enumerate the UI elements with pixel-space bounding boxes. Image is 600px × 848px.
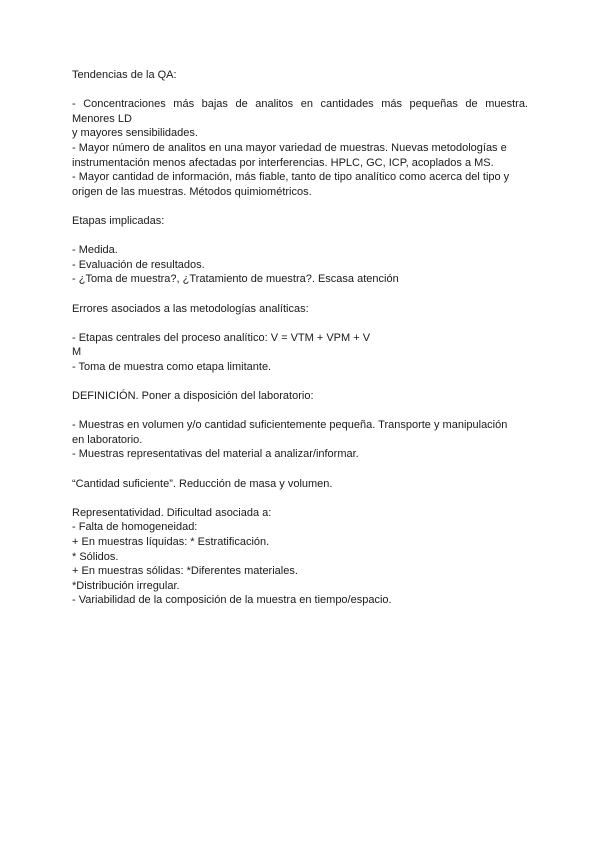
text-line: - Mayor cantidad de información, más fiable, tanto de tipo analítico como acerca del tipo y	[72, 171, 510, 184]
paragraph-cantidad	[72, 477, 528, 492]
text-line: “Cantidad suficiente”. Reducción de masa y volumen.	[72, 477, 333, 490]
text-line: DEFINICIÓN. Poner a disposición del laboratorio:	[72, 390, 314, 403]
heading-tendencias	[72, 68, 528, 83]
paragraph-gap	[72, 287, 528, 302]
heading-etapas	[72, 214, 528, 229]
text-line: - Falta de homogeneidad:	[72, 521, 198, 534]
text-line: y mayores sensibilidades.	[72, 127, 198, 140]
text-line: - Toma de muestra como etapa limitante.	[72, 360, 272, 373]
text-line: Representatividad. Dificultad asociada a:	[72, 506, 272, 519]
document-page	[72, 68, 528, 608]
text-line: Menores LD	[72, 112, 132, 125]
text-line: Etapas implicadas:	[72, 214, 165, 227]
text-line: - Muestras en volumen y/o cantidad suficientemente pequeña. Transporte y manipulación	[72, 419, 508, 432]
paragraph-gap	[72, 316, 528, 331]
text-line: - ¿Toma de muestra?, ¿Tratamiento de muestra?. Escasa atención	[72, 273, 399, 286]
text-line: en laboratorio.	[72, 433, 143, 446]
paragraph-etapas	[72, 243, 528, 287]
text-line: - Variabilidad de la composición de la muestra en tiempo/espacio.	[72, 594, 392, 607]
text-line: + En muestras líquidas: * Estratificación.	[72, 536, 270, 548]
paragraph-representatividad	[72, 506, 528, 608]
heading-definicion	[72, 389, 528, 404]
heading-errores	[72, 302, 528, 317]
text-line: * Sólidos.	[72, 550, 119, 563]
paragraph-gap	[72, 229, 528, 244]
paragraph-definicion	[72, 418, 528, 462]
text-line: - Muestras representativas del material a analizar/informar.	[72, 448, 359, 461]
text-line: + En muestras sólidas: *Diferentes materiales.	[72, 565, 298, 578]
paragraph-gap	[72, 404, 528, 419]
paragraph-gap	[72, 374, 528, 389]
text-line: origen de las muestras. Métodos quimiométricos.	[72, 185, 312, 198]
paragraph-gap	[72, 491, 528, 506]
text-line: M	[72, 346, 82, 359]
paragraph-errores	[72, 331, 528, 375]
text-line: Errores asociados a las metodologías analíticas:	[72, 302, 309, 315]
text-line: - Evaluación de resultados.	[72, 258, 205, 271]
text-line: - Medida.	[72, 244, 118, 257]
text-line: - Mayor número de analitos en una mayor variedad de muestras. Nuevas metodologías e	[72, 141, 507, 154]
text-line: - Etapas centrales del proceso analítico: V = VTM + VPM + V	[72, 331, 371, 344]
text-line: - Concentraciones más bajas de analitos en cantidades más pequeñas de muestra.	[72, 98, 528, 111]
text-line: *Distribución irregular.	[72, 579, 180, 592]
paragraph-gap	[72, 462, 528, 477]
paragraph-gap	[72, 83, 528, 98]
text-line: Tendencias de la QA:	[72, 69, 177, 81]
text-line: instrumentación menos afectadas por interferencias. HPLC, GC, ICP, acoplados a MS.	[72, 156, 494, 169]
paragraph-gap	[72, 199, 528, 214]
paragraph-tendencias	[72, 97, 528, 199]
